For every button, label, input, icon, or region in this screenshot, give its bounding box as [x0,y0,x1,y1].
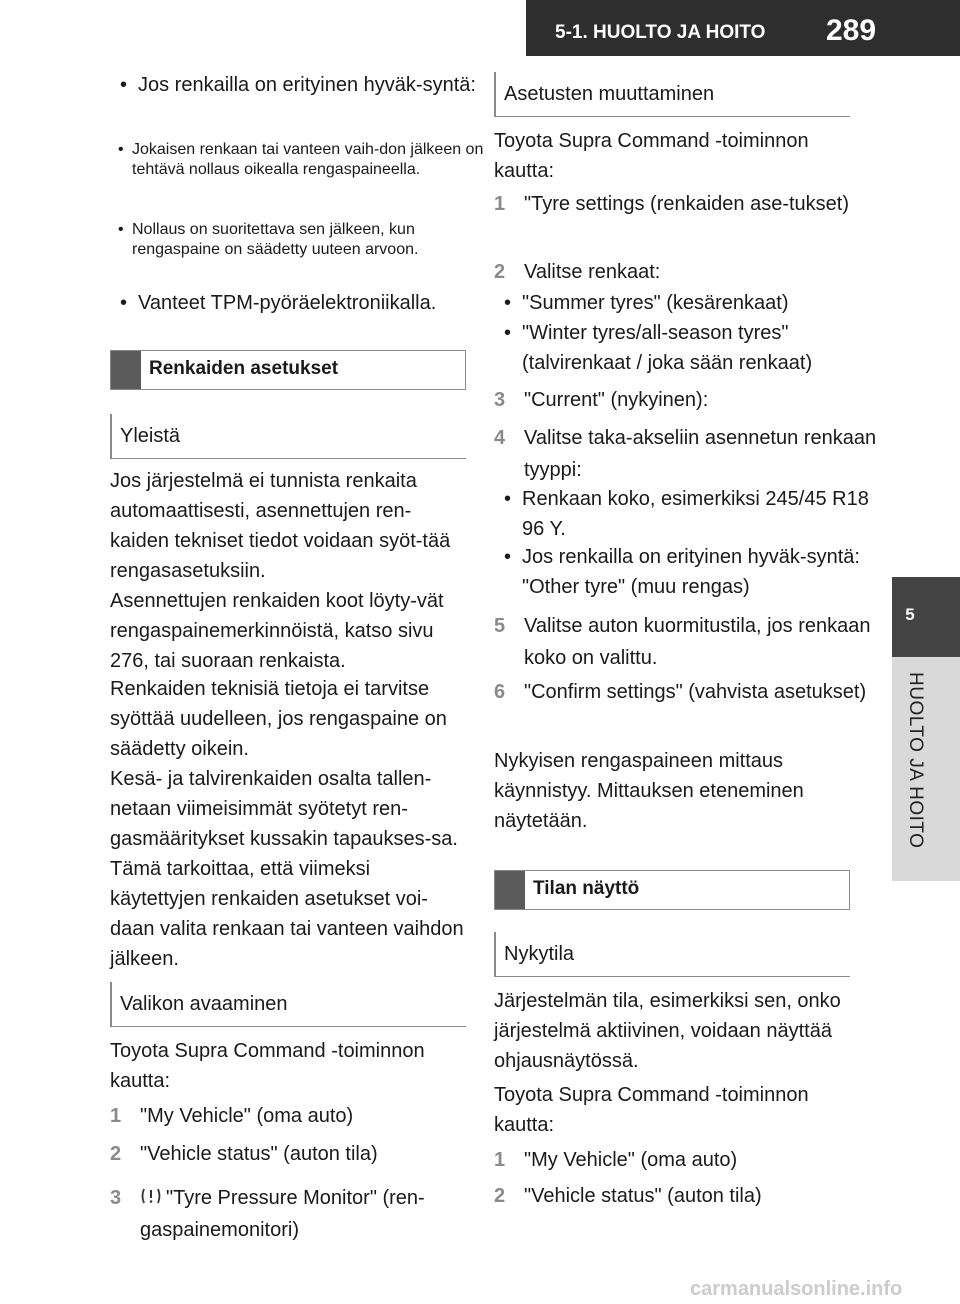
step-item: 2 "Vehicle status" (auton tila) [494,1185,762,1207]
chapter-number: 5 [905,605,915,624]
paragraph: Toyota Supra Command -toiminnon kautta: [494,1084,809,1136]
step-item: 3 "Current" (nykyinen): [494,389,709,411]
chapter-label: HUOLTO JA HOITO [905,672,926,849]
section-title: 5-1. HUOLTO JA HOITO [555,22,766,43]
step-item: 1 "My Vehicle" (oma auto) [110,1105,354,1127]
sub-bullet-reset: • Jokaisen renkaan tai vanteen vaih-don jälkeen on tehtävä nollaus oikealla rengaspaineella. [118,141,484,178]
step-item: 5 Valitse auton kuormitustila, jos renkaan koko on valittu. [494,615,871,669]
bullet-special-approval: • Jos renkailla on erityinen hyväk-syntä: [120,74,476,96]
step-item: 3 "Tyre Pressure Monitor" (ren-gaspainemonitori) [110,1182,500,1246]
subheading-open-menu: Valikon avaaminen [110,982,466,1027]
step-item: 1 "My Vehicle" (oma auto) [494,1149,738,1171]
subheading-current-status: Nykytila [494,932,850,977]
subheading-change-settings: Asetusten muuttaminen [494,72,850,117]
bullet-summer-tyres: • "Summer tyres" (kesärenkaat) [504,292,789,314]
sub-bullet-reset-after: • Nollaus on suoritettava sen jälkeen, kun rengaspaine on säädetty uuteen arvoon. [118,221,419,258]
paragraph: Nykyisen rengaspaineen mittaus käynnistyy. Mittauksen eteneminen näytetään. [494,750,804,832]
tyre-warning-icon [140,1184,162,1204]
paragraph: Asennettujen renkaiden koot löyty-vät rengaspainemerkinnöistä, katso sivu 276, tai suoraan renkaista. [110,590,444,672]
step-item: 6 "Confirm settings" (vahvista asetukset) [494,681,867,703]
subheading-general: Yleistä [110,414,466,459]
bullet-tyre-size: • Renkaan koko, esimerkiksi 245/45 R18 96 Y. [504,488,869,540]
step-item: 2 Valitse renkaat: [494,261,661,283]
box-heading-status-display: Tilan näyttö [494,870,850,910]
step-item: 2 "Vehicle status" (auton tila) [110,1143,378,1165]
page-number: 289 [826,14,877,47]
paragraph: Jos järjestelmä ei tunnista renkaita automaattisesti, asennettujen ren-kaiden tekniset tiedot voidaan syöt-tää rengasasetuksiin. [110,470,451,582]
paragraph: Järjestelmän tila, esimerkiksi sen, onko järjestelmä aktiivinen, voidaan näyttää ohjausnäytössä. [494,990,841,1072]
watermark-footer: carmanualsonline.info [690,1278,903,1300]
bullet-winter-tyres: • "Winter tyres/all-season tyres" (talvirenkaat / joka sään renkaat) [504,322,813,374]
bullet-rims: • Vanteet TPM-pyöräelektroniikalla. [120,292,437,314]
box-heading-tyre-settings: Renkaiden asetukset [110,350,466,390]
step-item: 4 Valitse taka-akseliin asennetun renkaan tyyppi: [494,427,877,481]
bullet-other-tyre: • Jos renkailla on erityinen hyväk-syntä: "Other tyre" (muu rengas) [504,546,860,598]
paragraph: Renkaiden teknisiä tietoja ei tarvitse syöttää uudelleen, jos rengaspaine on säädetty oikein. [110,678,447,760]
step-item: 1 "Tyre settings (renkaiden ase-tukset) [494,193,850,215]
paragraph: Kesä- ja talvirenkaiden osalta tallen-netaan viimeisimmät syötetyt ren-gasmääritykset kussakin tapaukses-sa. Tämä tarkoittaa, että viimeksi käytettyjen renkaiden asetukset voi-daan valita renkaan tai vanteen vaihdon jälkeen. [110,768,464,970]
paragraph: Toyota Supra Command -toiminnon kautta: [494,130,809,182]
paragraph: Toyota Supra Command -toiminnon kautta: [110,1040,425,1092]
